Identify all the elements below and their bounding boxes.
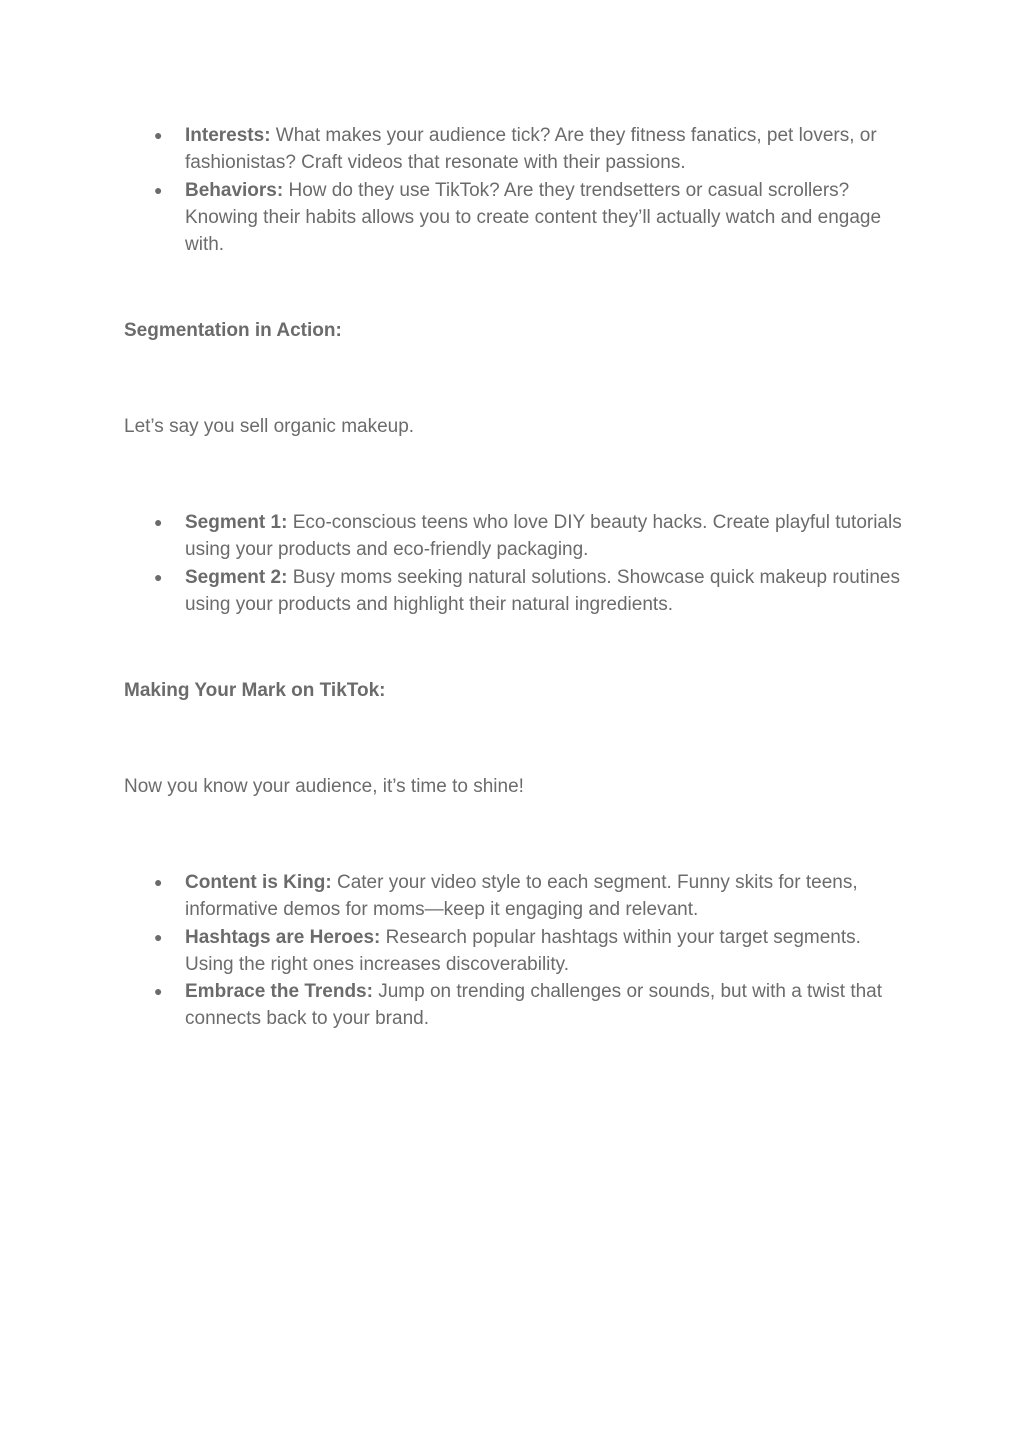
section-heading-mark: Making Your Mark on TikTok: [124, 680, 386, 701]
list-item-term: Interests: [185, 125, 271, 146]
list-item-text: How do they use TikTok? Are they trendsetters or casual scrollers? Knowing their habits allows you to create content they’ll actually watch and engage with. [185, 179, 882, 256]
list-item [124, 177, 904, 259]
list-item-term: Embrace the Trends: [185, 981, 373, 1003]
list-item [124, 978, 904, 1033]
list-item-text: Busy moms seeking natural solutions. Showcase quick makeup routines using your products and highlight their natural ingredients. [185, 566, 900, 615]
list-item-text: Cater your video style to each segment. Funny skits for teens, informative demos for moms—keep it engaging and relevant. [185, 872, 858, 921]
list-item-text: Research popular hashtags within your target segments. Using the right ones increases discoverability. [185, 926, 861, 975]
list-item [124, 122, 904, 177]
list-item-text: Eco-conscious teens who love DIY beauty hacks. Create playful tutorials using your products and eco-friendly packaging. [185, 512, 902, 561]
tips-list [124, 869, 904, 1033]
bullet-icon: ● [154, 928, 163, 945]
paragraph-shine: Now you know your audience, it’s time to shine! [124, 776, 524, 797]
section-heading-segmentation: Segmentation in Action: [124, 320, 342, 341]
list-item-text: What makes your audience tick? Are they fitness fanatics, pet lovers, or fashionistas? Craft videos that resonate with their passions. [185, 125, 877, 174]
list-item-term: Behaviors: [185, 179, 284, 201]
list-item-text: Jump on trending challenges or sounds, but with a twist that connects back to your brand. [185, 981, 883, 1030]
list-item [124, 564, 904, 619]
list-item [124, 509, 904, 564]
bullet-icon: ● [154, 568, 163, 585]
list-item-term: Segment 1: [185, 512, 288, 533]
paragraph-makeup: Let’s say you sell organic makeup. [124, 416, 415, 437]
bullet-icon: ● [154, 514, 163, 530]
bullet-icon: ● [154, 874, 163, 890]
segments-list [124, 509, 904, 618]
bullet-icon: ● [154, 983, 163, 1000]
bullet-icon: ● [154, 127, 163, 143]
list-item-term: Content is King: [185, 872, 332, 893]
list-item [124, 869, 904, 924]
audience-list [124, 122, 904, 258]
list-item-term: Segment 2: [185, 566, 288, 588]
list-item [124, 924, 904, 979]
list-item-term: Hashtags are Heroes: [185, 926, 381, 948]
bullet-icon: ● [154, 181, 163, 198]
